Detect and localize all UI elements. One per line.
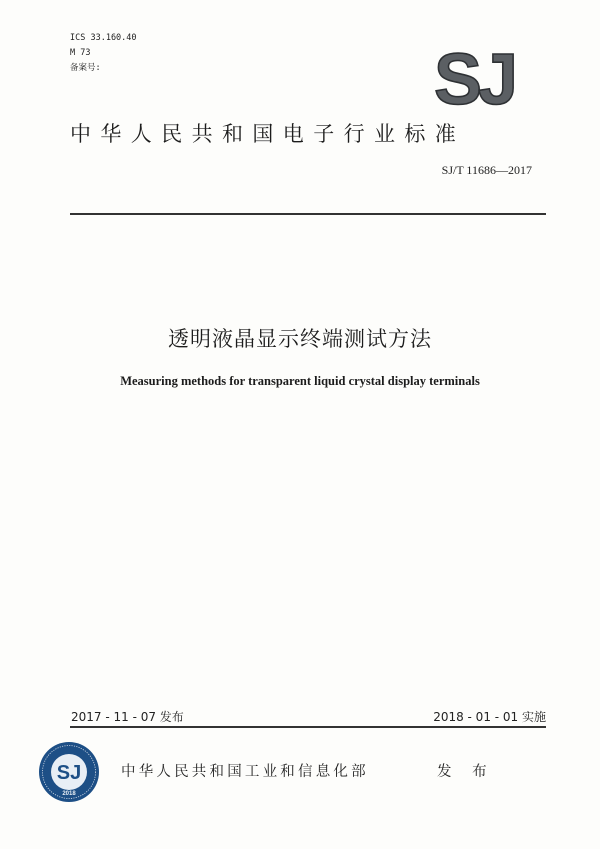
footer-divider xyxy=(70,726,546,728)
filing-number: 备案号: xyxy=(70,63,101,73)
document-title-en: Measuring methods for transparent liquid crystal display terminals xyxy=(120,374,480,388)
header-divider xyxy=(70,213,546,215)
implementation-date: 2018 - 01 - 01 实施 xyxy=(433,710,546,724)
standard-category-title: 中华人民共和国电子行业标准 xyxy=(70,122,466,146)
standards-seal-emblem xyxy=(38,741,100,803)
issue-date: 2017 - 11 - 07 发布 xyxy=(71,710,184,724)
ccs-code: M 73 xyxy=(70,48,91,58)
ics-code: ICS 33.160.40 xyxy=(70,33,137,43)
publisher-name: 中华人民共和国工业和信息化部 xyxy=(121,764,369,780)
document-title-cn: 透明液晶显示终端测试方法 xyxy=(168,327,432,351)
sj-logo xyxy=(428,46,520,112)
seal-year: 2018 xyxy=(62,791,76,797)
standard-number: SJ/T 11686—2017 xyxy=(441,163,532,177)
publish-action: 发 布 xyxy=(437,764,495,780)
sj-logo-text: SJ xyxy=(433,46,515,112)
classification-block xyxy=(70,31,137,76)
seal-letters: SJ xyxy=(56,762,82,784)
